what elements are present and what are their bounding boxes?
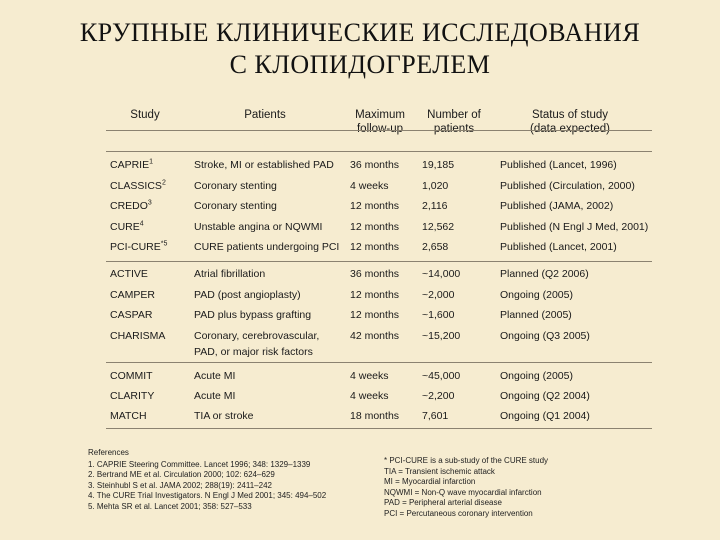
study-label: COMMIT [110,370,153,382]
header-status: Status of study (data expected) [530,109,610,135]
patients-cell: Acute MI [194,370,236,382]
status-cell: Published (Lancet, 1996) [500,159,617,171]
number-cell: ~2,000 [422,289,455,301]
number-cell: 2,658 [422,241,449,253]
study-name [110,410,147,423]
note-item: * PCI-CURE is a sub-study of the CURE study [384,456,549,465]
study-label: CASPAR [110,309,153,321]
follow-up-cell: 36 months [350,268,400,280]
patients-cell: PAD plus bypass grafting [194,309,312,321]
reference-item: 3. Steinhubl S et al. JAMA 2002; 288(19): 2411–242 [88,480,272,490]
page-title-line-1: КРУПНЫЕ КЛИНИЧЕСКИЕ ИССЛЕДОВАНИЯ [79,18,641,47]
number-cell: ~1,600 [422,309,455,321]
status-cell: Ongoing (Q2 2004) [500,390,590,402]
note-item: PAD = Peripheral arterial disease [384,498,502,508]
patients-cell: TIA or stroke [194,410,254,422]
header-patients: Patients [244,109,286,121]
note-item: PCI = Percutaneous coronary intervention [384,508,533,518]
reference-marker: 1 [149,158,153,166]
references-title: References [88,448,129,457]
patients-cell: Acute MI [194,390,236,402]
patients-cell-continued: PAD, or major risk factors [194,346,313,358]
study-name [110,200,152,213]
patients-cell: PAD (post angioplasty) [194,289,301,301]
references [88,448,326,513]
number-cell: 19,185 [422,159,455,171]
study-label: MATCH [110,410,147,422]
patients-cell: CURE patients undergoing PCI [194,241,340,253]
note-item: MI = Myocardial infarction [384,477,476,487]
number-cell: 7,601 [422,410,449,422]
number-cell: ~15,200 [422,330,461,342]
table-divider [106,261,652,262]
number-cell: ~2,200 [422,390,455,402]
follow-up-cell: 12 months [350,241,400,253]
follow-up-cell: 4 weeks [350,390,389,402]
study-label: CHARISMA [110,330,166,342]
reference-marker: 3 [147,199,152,207]
table-divider [106,151,652,152]
study-label: ACTIVE [110,268,148,280]
follow-up-cell: 12 months [350,221,400,233]
number-cell: 2,116 [422,200,448,212]
follow-up-cell: 4 weeks [350,180,389,192]
study-name [110,221,144,234]
reference-item: 4. The CURE Trial Investigators. N Engl J Med 2001; 345: 494–502 [88,491,327,501]
status-cell: Ongoing (2005) [500,289,573,301]
study-label: CREDO [110,200,148,212]
follow-up-cell: 42 months [350,330,400,342]
study-name [110,241,167,254]
study-label: CAMPER [110,289,155,301]
follow-up-cell: 36 months [350,159,400,171]
status-cell: Ongoing (Q3 2005) [500,330,590,342]
status-cell: Planned (Q2 2006) [500,268,589,280]
header-study: Study [130,109,160,121]
study-label: CAPRIE [110,159,150,171]
study-label: CURE [110,221,140,233]
study-name [110,180,166,193]
patients-cell: Unstable angina or NQWMI [194,221,323,233]
patients-cell: Coronary stenting [194,180,277,192]
study-label: PCI-CURE [110,241,161,253]
study-name [110,370,153,383]
number-cell: 1,020 [422,180,449,192]
follow-up-cell: 4 weeks [350,370,389,382]
table-divider [106,428,652,429]
patients-cell: Stroke, MI or established PAD [194,159,334,171]
follow-up-cell: 12 months [350,289,400,301]
study-name [110,390,154,403]
reference-marker: 4 [139,220,144,228]
reference-item: 2. Bertrand ME et al. Circulation 2000; 102: 624–629 [88,470,275,480]
status-cell: Ongoing (2005) [500,370,573,382]
status-cell: Published (JAMA, 2002) [500,200,614,212]
number-cell: ~45,000 [422,370,461,382]
table-divider [106,130,652,131]
reference-item: 5. Mehta SR et al. Lancet 2001; 358: 527–533 [88,501,252,511]
study-name [110,159,153,172]
status-cell: Ongoing (Q1 2004) [500,410,590,422]
reference-item: 1. CAPRIE Steering Committee. Lancet 1996; 348: 1329–1339 [88,459,311,469]
table-divider [106,362,652,363]
study-name [110,268,148,281]
reference-marker: 2 [161,179,166,187]
abbreviations-notes [384,456,548,520]
follow-up-cell: 12 months [350,200,400,212]
study-name [110,289,155,302]
header-number-of-patients: Number of patients [427,109,481,135]
follow-up-cell: 18 months [350,410,400,422]
patients-cell: Coronary, cerebrovascular, [194,330,320,342]
note-item: TIA = Transient ischemic attack [384,466,495,476]
study-label: CLARITY [110,390,155,402]
status-cell: Published (Circulation, 2000) [500,180,635,192]
study-label: CLASSICS [110,180,162,192]
page-title-line-2: С КЛОПИДОГРЕЛЕМ [229,50,491,79]
reference-marker: *5 [160,240,168,248]
study-name [110,309,152,322]
number-cell: 12,562 [422,221,455,233]
number-cell: ~14,000 [422,268,461,280]
patients-cell: Atrial fibrillation [194,268,266,280]
status-cell: Published (Lancet, 2001) [500,241,617,253]
header-follow-up: Maximum follow-up [355,109,405,135]
patients-cell: Coronary stenting [194,200,277,212]
study-name [110,330,165,343]
status-cell: Planned (2005) [500,309,572,321]
follow-up-cell: 12 months [350,309,400,321]
status-cell: Published (N Engl J Med, 2001) [500,221,649,233]
note-item: NQWMI = Non-Q wave myocardial infarction [384,487,542,497]
